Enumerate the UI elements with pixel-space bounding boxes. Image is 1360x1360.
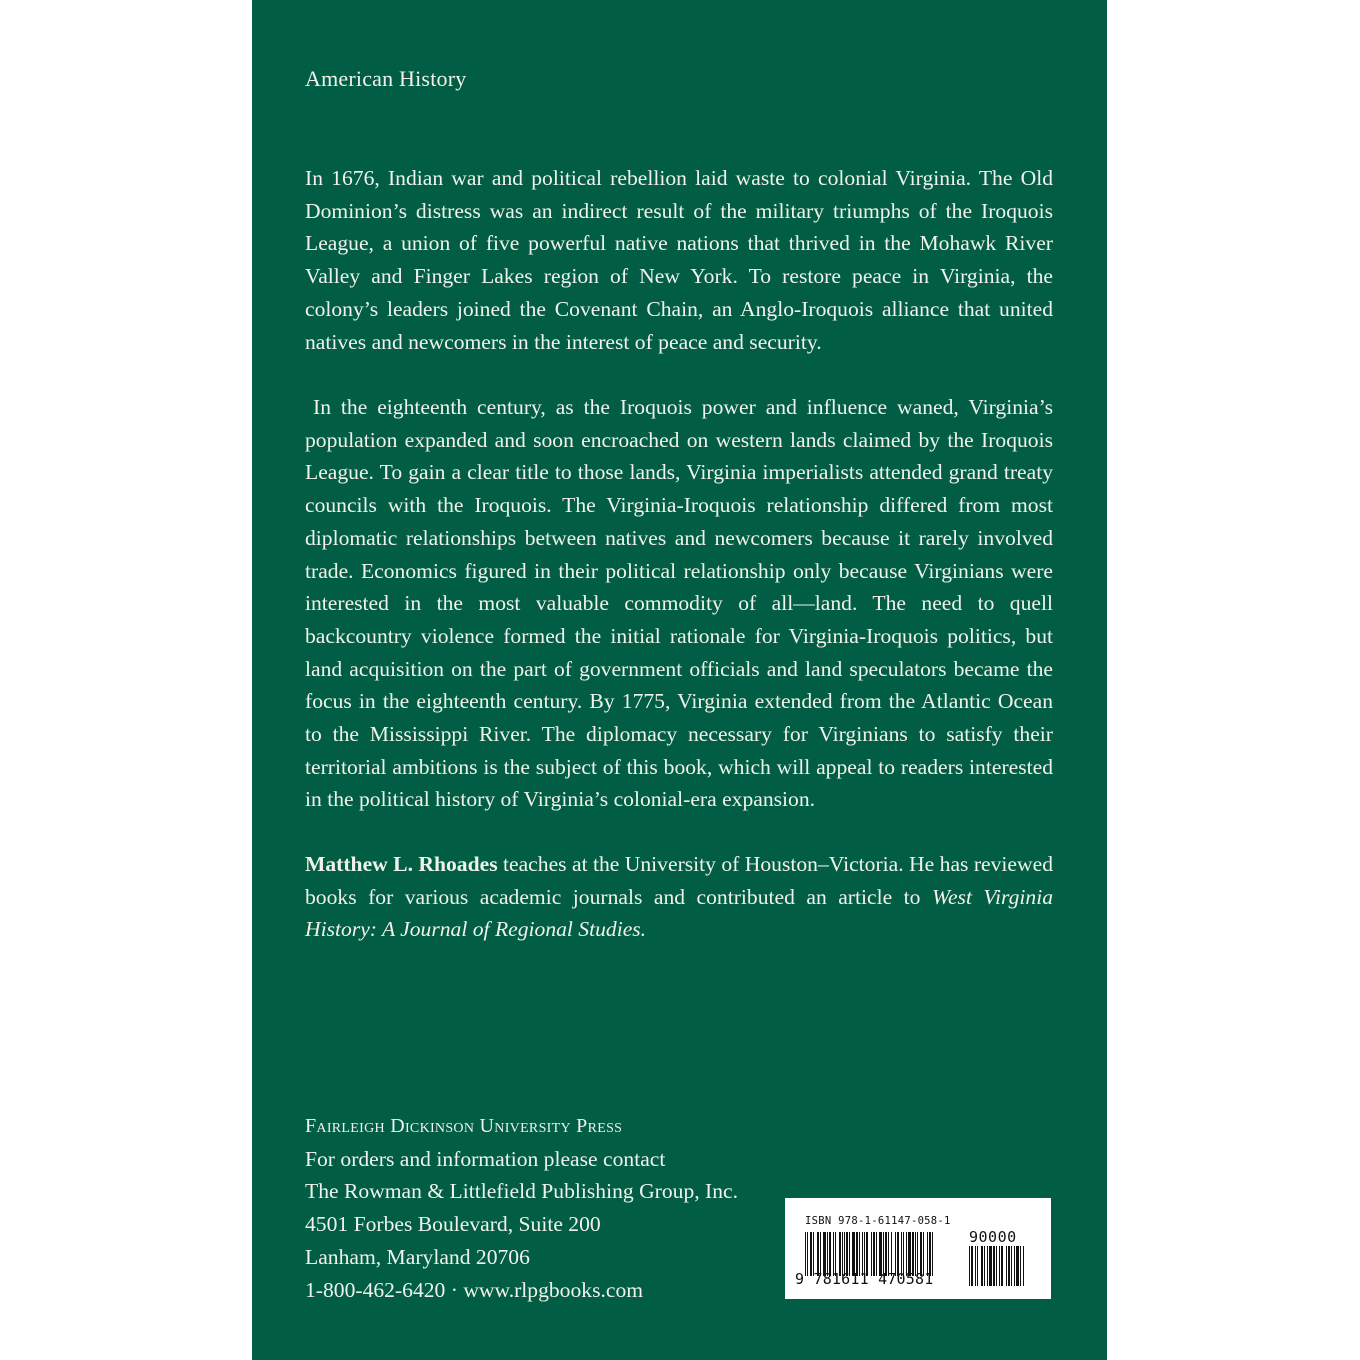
price-code: 90000 [969,1228,1017,1246]
isbn-label: ISBN 978-1-61147-058-1 [805,1215,951,1227]
price-barcode-bars [969,1246,1041,1286]
barcode-bar [1014,1246,1015,1286]
barcode-bar [981,1246,983,1286]
description-paragraph-1: In 1676, Indian war and political rebellion laid waste to colonial Virginia. The Old Dominion’s distress was an indirect result of the military triumphs of the Iroquois League, a union of five powerful native nations that thrived in the Mohawk River Valley and Finger Lakes region of New York. To restore peace in Virginia, the colony’s leaders joined the Covenant Chain, an Anglo-Iroquois alliance that united natives and newcomers in the interest of peace and security. [305,166,1053,354]
barcode-bar [1016,1246,1019,1286]
author-bio-text: teaches at the University of Houston–Victoria. He has reviewed books for various academic journals and contributed an article to [305,852,1053,909]
publisher-press-name: Fairleigh Dickinson University Press [305,1115,623,1137]
barcode-bar [987,1246,988,1286]
author-name: Matthew L. Rhoades [305,852,498,876]
publisher-contact-line: For orders and information please contact [305,1146,666,1171]
barcode-bar [1011,1246,1012,1286]
barcode-bar [1006,1246,1007,1286]
description-paragraph-2-text: In the eighteenth century, as the Iroquois power and influence waned, Virginia’s population expanded and soon encroached on western lands claimed by the Iroquois League. To gain a clear title to those lands, Virginia imperialists attended grand treaty councils with the Iroquois. The Virginia-Iroquois relationship differed from most diplomatic relationships between natives and newcomers because it rarely involved trade. Economics figured in their political relationship only because Virginians were interested in the most valuable commodity of all—land. The need to quell backcountry violence formed the initial rationale for Virginia-Iroquois politics, but land acquisition on the part of government officials and land speculators became the focus in the eighteenth century. By 1775, Virginia extended from the Atlantic Ocean to the Mississippi River. The diplomacy necessary for Virginians to satisfy their territorial ambitions is the subject of this book, which will appeal to readers interested in the political history of Virginia’s colonial-era expansion. [305,395,1053,812]
barcode-bar [969,1246,970,1286]
barcode-bar [975,1246,976,1286]
barcode-bar [1001,1246,1003,1286]
barcode [785,1198,1051,1299]
barcode-bar [1008,1246,1010,1286]
author-bio [305,848,1053,946]
barcode-bar [1020,1246,1021,1286]
publisher-phone-web: 1-800-462-6420 · www.rlpgbooks.com [305,1277,644,1302]
barcode-bar [977,1246,978,1286]
journal-title: West Virginia History: A Journal of Regional Studies. [305,884,1054,942]
barcode-bar [999,1246,1000,1286]
publisher-block [305,1110,738,1306]
barcode-bar [989,1246,992,1286]
barcode-digits: 9 781611 470581 [795,1270,934,1288]
barcode-bar [996,1246,997,1286]
category-label: American History [305,66,467,91]
publisher-company: The Rowman & Littlefield Publishing Group, Inc. [305,1179,739,1204]
barcode-bar [971,1246,973,1286]
barcode-bar [1023,1246,1024,1286]
barcode-bar [984,1246,985,1286]
publisher-city: Lanham, Maryland 20706 [305,1244,530,1269]
back-cover [252,0,1107,1360]
publisher-street: 4501 Forbes Boulevard, Suite 200 [305,1212,601,1237]
description-paragraph-2 [305,391,1053,816]
barcode-bar [993,1246,995,1286]
